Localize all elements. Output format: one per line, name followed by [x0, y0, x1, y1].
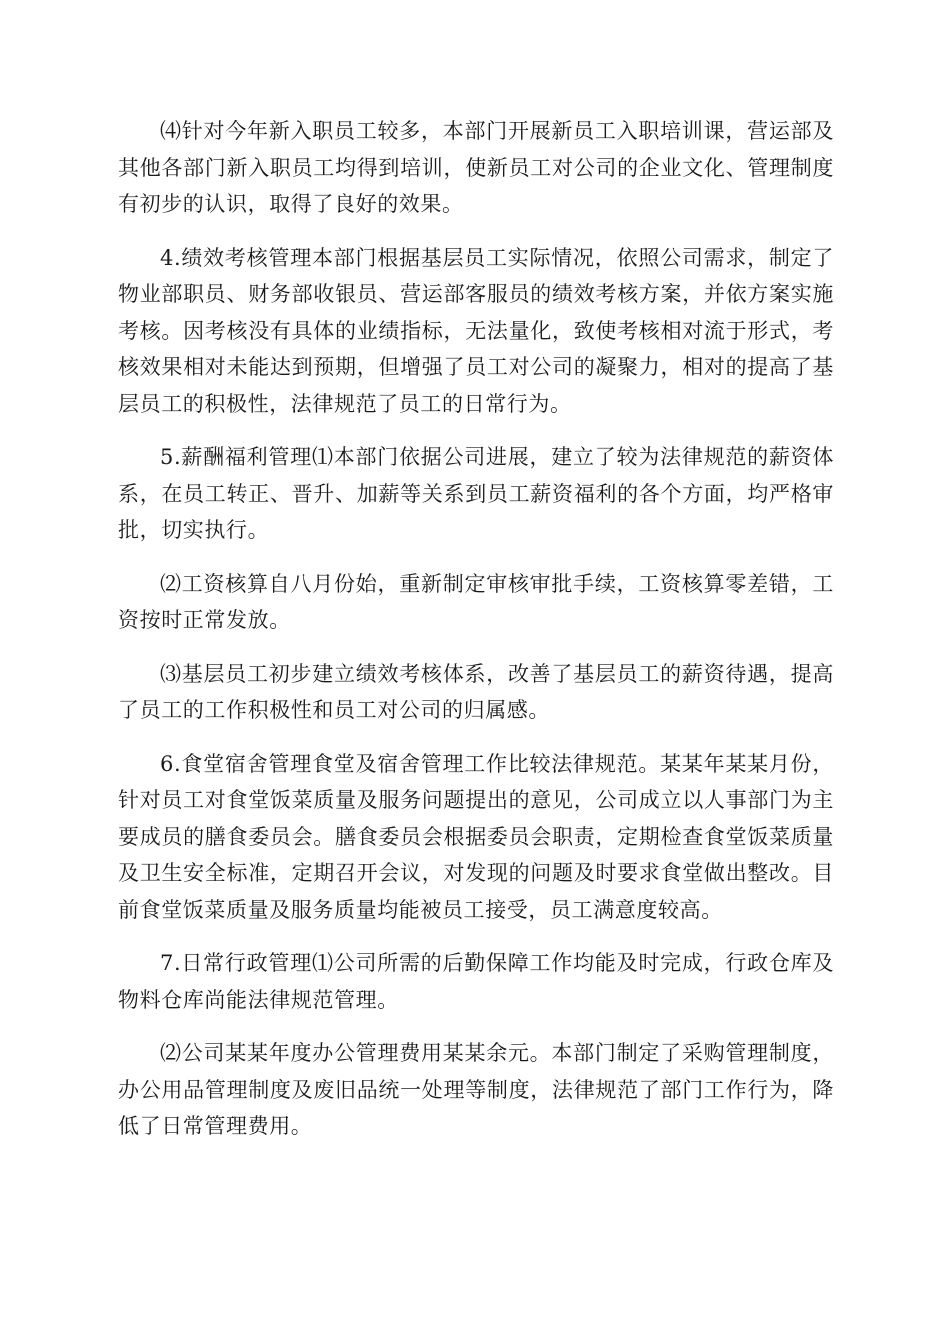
- paragraph-payroll-accounting: ⑵工资核算自八月份始，重新制定审核审批手续，工资核算零差错，工资按时正常发放。: [118, 571, 834, 632]
- paragraph-performance-system: ⑶基层员工初步建立绩效考核体系，改善了基层员工的薪资待遇，提高了员工的工作积极性和员工对公司的归属感。: [118, 661, 834, 722]
- paragraph-canteen-dormitory: 6.食堂宿舍管理食堂及宿舍管理工作比较法律规范。某某年某某月份，针对员工对食堂饭菜质量及服务问题提出的意见，公司成立以人事部门为主要成员的膳食委员会。膳食委员会根据委员会职责，定期检查食堂饭菜质量及卫生安全标准，定期召开会议，对发现的问题及时要求食堂做出整改。目前食堂饭菜质量及服务质量均能被员工接受，员工满意度较高。: [118, 751, 834, 922]
- paragraph-performance-assessment: 4.绩效考核管理本部门根据基层员工实际情况，依照公司需求，制定了物业部职员、财务部收银员、营运部客服员的绩效考核方案，并依方案实施考核。因考核没有具体的业绩指标，无法量化，致使考核相对流于形式，考核效果相对未能达到预期，但增强了员工对公司的凝聚力，相对的提高了基层员工的积极性，法律规范了员工的日常行为。: [118, 245, 834, 416]
- paragraph-office-expenses: ⑵公司某某年度办公管理费用某某余元。本部门制定了采购管理制度，办公用品管理制度及废旧品统一处理等制度，法律规范了部门工作行为，降低了日常管理费用。: [118, 1041, 834, 1138]
- paragraph-salary-benefits: 5.薪酬福利管理⑴本部门依据公司进展，建立了较为法律规范的薪资体系，在员工转正、晋升、加薪等关系到员工薪资福利的各个方面，均严格审批，切实执行。: [118, 445, 834, 542]
- paragraph-daily-administration: 7.日常行政管理⑴公司所需的后勤保障工作均能及时完成，行政仓库及物料仓库尚能法律规范管理。: [118, 951, 834, 1012]
- paragraph-new-employee-training: ⑷针对今年新入职员工较多，本部门开展新员工入职培训课，营运部及其他各部门新入职员工均得到培训，使新员工对公司的企业文化、管理制度有初步的认识，取得了良好的效果。: [118, 119, 834, 216]
- document-body: [118, 113, 834, 1162]
